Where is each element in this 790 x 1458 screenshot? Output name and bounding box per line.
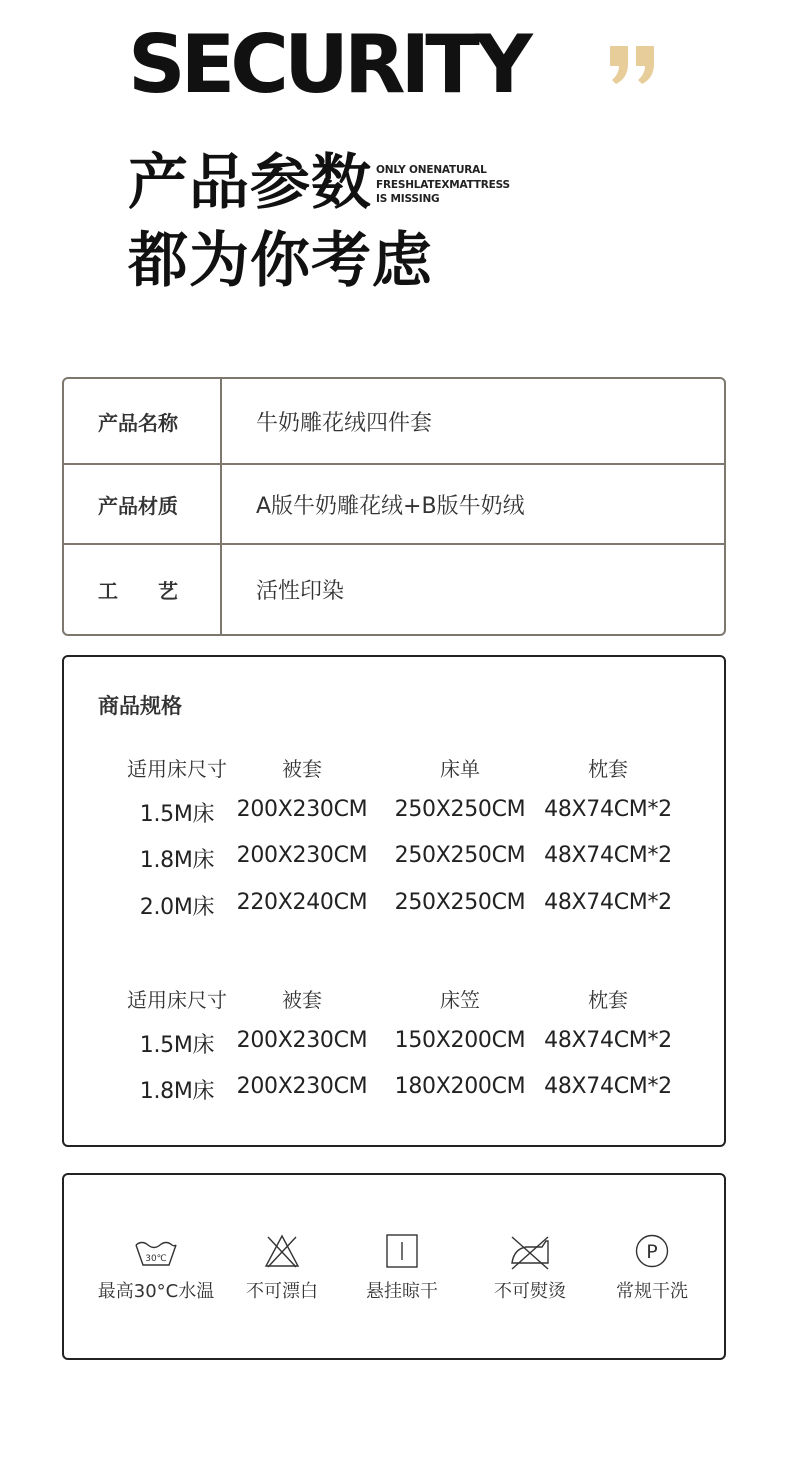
table-cell: 250X250CM [394, 890, 526, 915]
table-cell: 48X74CM*2 [544, 797, 672, 822]
table-cell: 200X230CM [236, 1028, 368, 1053]
care-label: 最高30°C水温 [97, 1281, 215, 1302]
table-header-cell: 枕套 [588, 988, 628, 1012]
table-header-cell: 床笠 [440, 988, 480, 1012]
params-row-name [64, 379, 724, 465]
table-header-row [64, 753, 724, 783]
table-row [64, 1028, 724, 1058]
hang-dry-icon [378, 1231, 426, 1271]
care-label: 常规干洗 [616, 1281, 688, 1302]
table-header-cell: 被套 [282, 988, 322, 1012]
table-cell: 180X200CM [394, 1074, 526, 1099]
param-value: 牛奶雕花绒四件套 [256, 410, 433, 436]
no-bleach-icon [258, 1231, 306, 1271]
table-cell: 150X200CM [394, 1028, 526, 1053]
tagline-line: FRESHLATEXMATTRESS [376, 178, 510, 191]
table-row [64, 797, 724, 827]
table-cell: 1.8M床 [139, 848, 215, 873]
table-header-row [64, 984, 724, 1014]
params-row-material [64, 465, 724, 545]
params-row-craft [64, 545, 724, 634]
spec-panel [62, 655, 726, 1147]
care-instructions-panel [62, 1173, 726, 1360]
closing-quote-icon [608, 44, 658, 86]
table-cell: 48X74CM*2 [544, 1028, 672, 1053]
headline-line-2: 都为你考虑 [128, 226, 433, 296]
no-iron-icon [506, 1231, 554, 1271]
tagline-line: IS MISSING [376, 193, 440, 205]
tagline-line: ONLY ONENATURAL [376, 164, 487, 176]
table-cell: 220X240CM [236, 890, 368, 915]
table-cell: 200X230CM [236, 797, 368, 822]
table-cell: 1.5M床 [139, 802, 215, 827]
wash-30-icon [132, 1231, 180, 1271]
care-item [577, 1231, 727, 1303]
table-row [64, 1074, 724, 1104]
care-label: 不可漂白 [246, 1281, 318, 1302]
table-cell: 2.0M床 [139, 895, 215, 920]
table-header-cell: 适用床尺寸 [127, 757, 227, 781]
spec-title: 商品规格 [98, 694, 182, 718]
table-row [64, 843, 724, 873]
hero-title: SECURITY [128, 18, 528, 111]
care-label: 悬挂晾干 [366, 1281, 438, 1302]
headline-line-1: 产品参数 [128, 148, 372, 218]
care-label: 不可熨烫 [494, 1281, 566, 1302]
table-header-cell: 被套 [282, 757, 322, 781]
param-value: A版牛奶雕花绒+B版牛奶绒 [256, 493, 525, 519]
table-cell: 48X74CM*2 [544, 843, 672, 868]
table-header-cell: 床单 [440, 757, 480, 781]
table-header-cell: 适用床尺寸 [127, 988, 227, 1012]
dry-clean-p-icon [628, 1231, 676, 1271]
param-label: 产品名称 [64, 379, 222, 463]
table-cell: 48X74CM*2 [544, 1074, 672, 1099]
product-params-table [62, 377, 726, 636]
param-label: 产品材质 [64, 465, 222, 543]
table-cell: 1.5M床 [139, 1033, 215, 1058]
wash-temp-text: 30℃ [145, 1254, 167, 1264]
table-header-cell: 枕套 [588, 757, 628, 781]
table-cell: 200X230CM [236, 843, 368, 868]
param-label: 工艺 [64, 545, 222, 634]
table-cell: 250X250CM [394, 843, 526, 868]
param-value: 活性印染 [256, 579, 345, 604]
table-cell: 1.8M床 [139, 1079, 215, 1104]
svg-text:P: P [646, 1241, 658, 1263]
table-cell: 48X74CM*2 [544, 890, 672, 915]
table-row [64, 890, 724, 920]
table-cell: 200X230CM [236, 1074, 368, 1099]
table-cell: 250X250CM [394, 797, 526, 822]
tagline [376, 163, 510, 207]
